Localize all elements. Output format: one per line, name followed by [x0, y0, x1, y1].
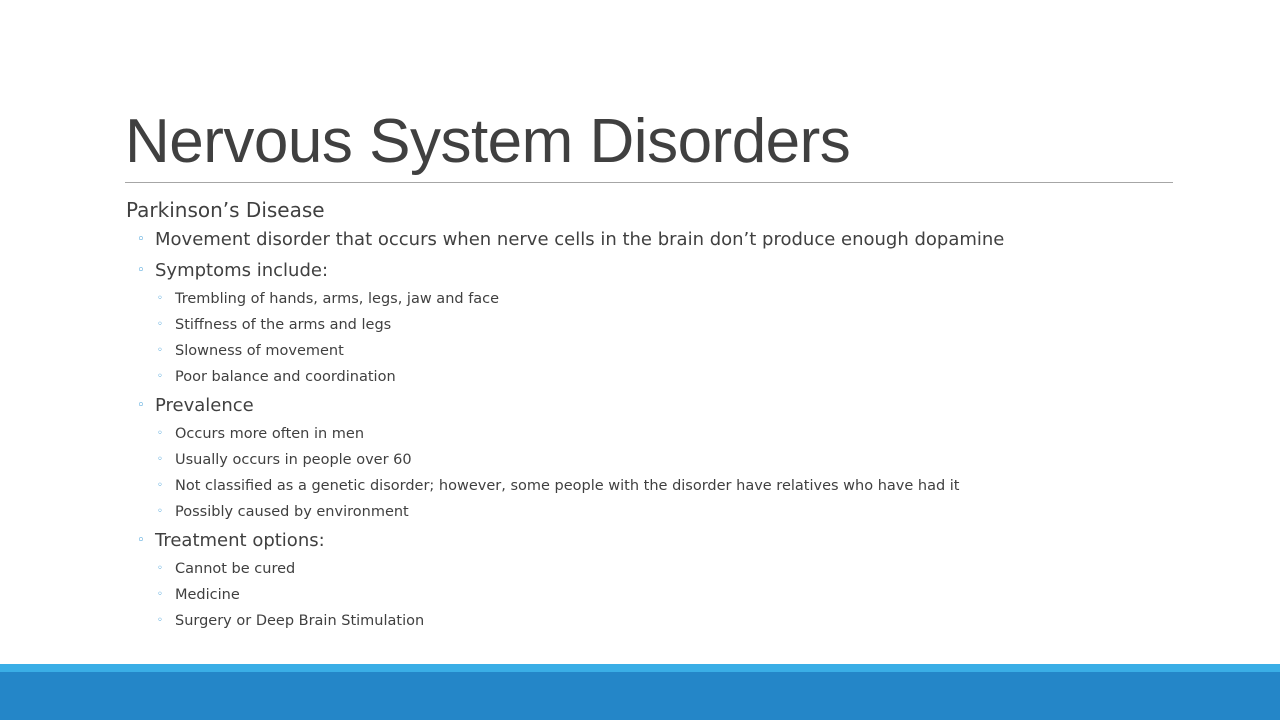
sub-bullet-text: Cannot be cured: [175, 561, 296, 577]
sub-bullet-item: [157, 477, 960, 495]
bullet-marker-icon: ◦: [157, 480, 163, 491]
sub-bullet-text: Medicine: [175, 587, 240, 603]
sub-bullet-item: [157, 425, 364, 443]
bullet-marker-icon: ◦: [157, 589, 163, 600]
footer-band: [0, 672, 1280, 720]
footer-band-highlight: [0, 664, 1280, 672]
sub-bullet-item: [157, 316, 391, 334]
bullet-marker-icon: ◦: [137, 398, 145, 413]
section-label-symptoms: Symptoms include:: [155, 260, 329, 281]
sub-bullet-text: Poor balance and coordination: [175, 369, 396, 385]
sub-bullet-item: [157, 368, 396, 386]
sub-bullet-text: Not classified as a genetic disorder; however, some people with the disorder have relatives who have had it: [175, 478, 960, 494]
bullet-marker-icon: ◦: [157, 345, 163, 356]
sub-bullet-item: [157, 290, 499, 308]
bullet-marker-icon: ◦: [157, 615, 163, 626]
bullet-marker-icon: ◦: [157, 454, 163, 465]
bullet-marker-icon: ◦: [157, 563, 163, 574]
bullet-item: [137, 530, 325, 552]
bullet-item: [137, 395, 254, 417]
bullet-item: [137, 229, 1004, 251]
bullet-text: Movement disorder that occurs when nerve cells in the brain don’t produce enough dopamine: [155, 229, 1005, 250]
bullet-marker-icon: ◦: [137, 232, 145, 247]
sub-bullet-item: [157, 560, 295, 578]
sub-bullet-text: Slowness of movement: [175, 343, 344, 359]
sub-bullet-text: Possibly caused by environment: [175, 504, 409, 520]
bullet-marker-icon: ◦: [157, 506, 163, 517]
sub-bullet-item: [157, 342, 344, 360]
sub-bullet-text: Occurs more often in men: [175, 426, 365, 442]
bullet-marker-icon: ◦: [157, 319, 163, 330]
sub-bullet-item: [157, 586, 240, 604]
sub-bullet-item: [157, 451, 412, 469]
sub-bullet-item: [157, 503, 409, 521]
sub-bullet-text: Stiffness of the arms and legs: [175, 317, 392, 333]
title-divider: [125, 182, 1173, 183]
sub-bullet-text: Usually occurs in people over 60: [175, 452, 412, 468]
section-label-treatment: Treatment options:: [155, 530, 325, 551]
bullet-marker-icon: ◦: [157, 428, 163, 439]
bullet-marker-icon: ◦: [137, 533, 145, 548]
bullet-marker-icon: ◦: [157, 293, 163, 304]
section-label-prevalence: Prevalence: [155, 395, 254, 416]
bullet-marker-icon: ◦: [137, 263, 145, 278]
bullet-marker-icon: ◦: [157, 371, 163, 382]
sub-bullet-text: Surgery or Deep Brain Stimulation: [175, 613, 425, 629]
bullet-item: [137, 260, 328, 282]
slide-title: Nervous System Disorders: [125, 107, 851, 176]
sub-bullet-text: Trembling of hands, arms, legs, jaw and face: [175, 291, 500, 307]
sub-bullet-item: [157, 612, 424, 630]
topic-heading: Parkinson’s Disease: [126, 198, 325, 222]
